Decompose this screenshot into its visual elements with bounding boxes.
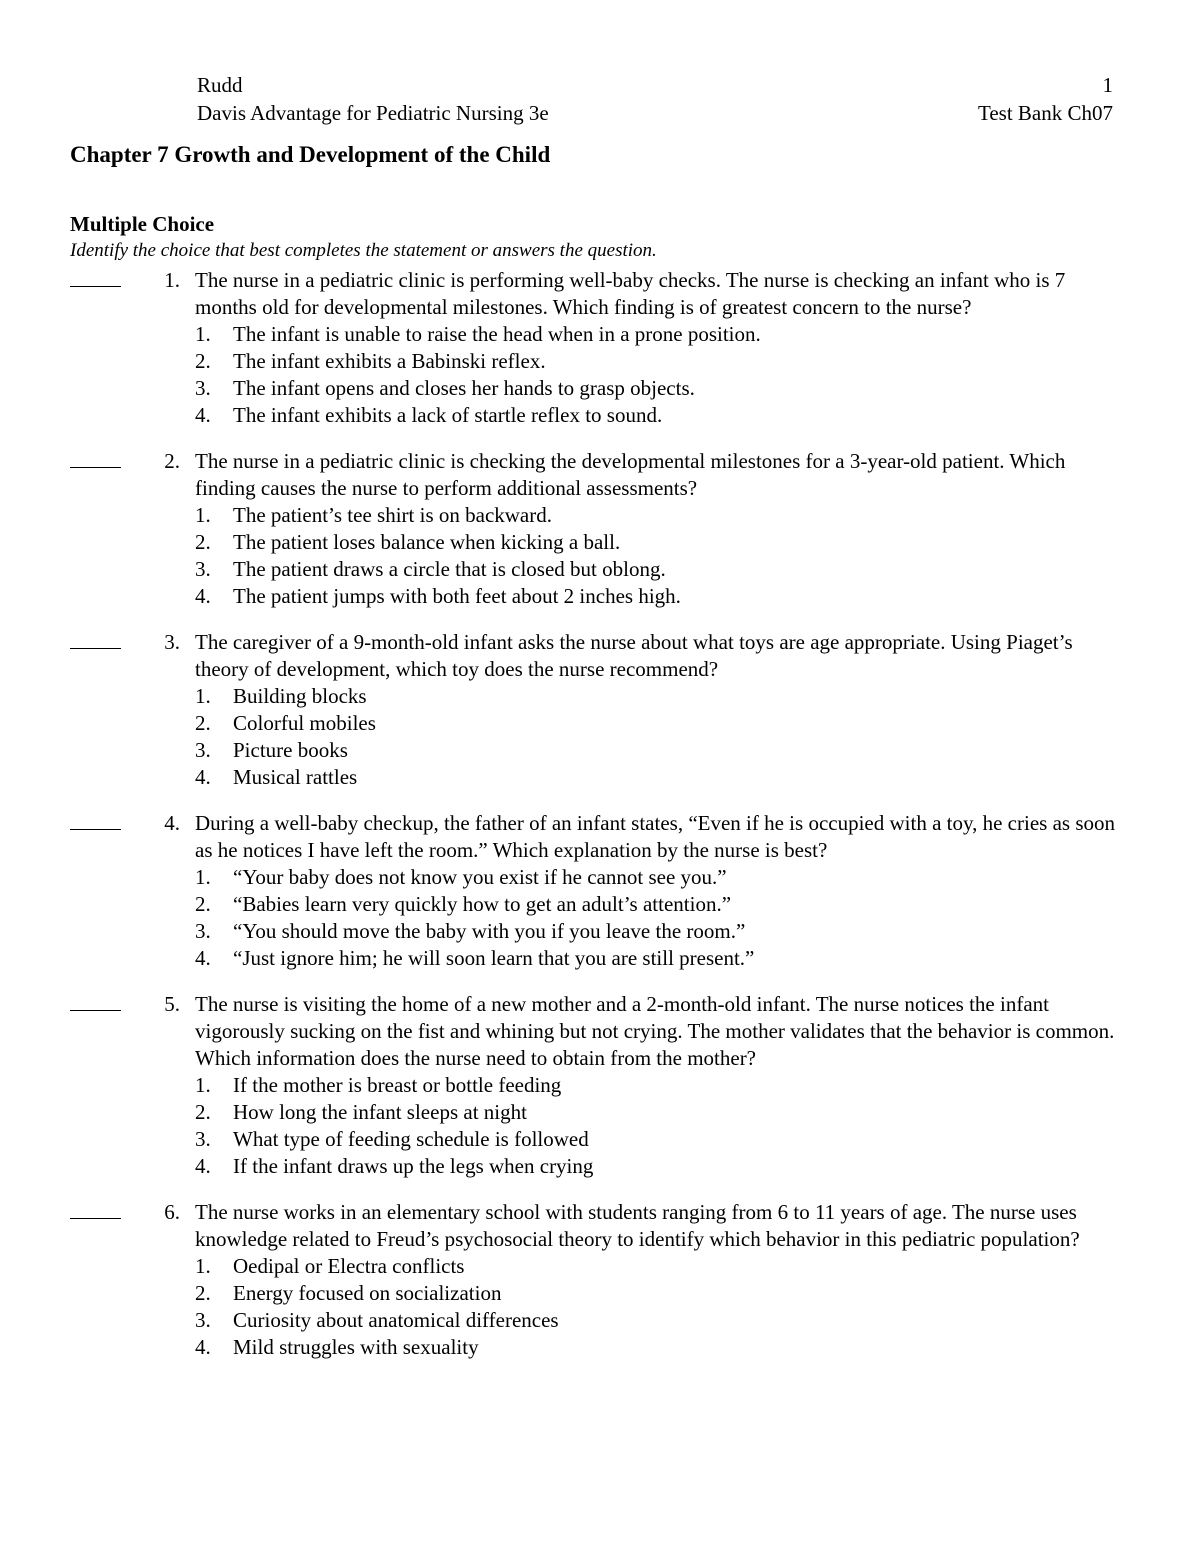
option-item bbox=[195, 1253, 1113, 1280]
answer-blank[interactable] bbox=[70, 467, 121, 468]
header-book-title: Davis Advantage for Pediatric Nursing 3e bbox=[197, 101, 549, 125]
option-item bbox=[195, 1334, 1113, 1361]
option-item bbox=[195, 556, 1113, 583]
option-text: Oedipal or Electra conflicts bbox=[233, 1254, 465, 1278]
question-stem: The caregiver of a 9-month-old infant asks the nurse about what toys are age appropriate. Using Piaget’s theory of development, which toy does the nurse recommend? bbox=[195, 630, 1073, 681]
question-stem: During a well-baby checkup, the father of an infant states, “Even if he is occupied with a toy, he cries as soon as he notices I have left the room.” Which explanation by the nurse is best? bbox=[195, 811, 1115, 862]
option-text: What type of feeding schedule is followed bbox=[233, 1127, 589, 1151]
option-text: Building blocks bbox=[233, 684, 367, 708]
option-list bbox=[0, 864, 1200, 972]
option-item bbox=[195, 583, 1113, 610]
option-item bbox=[195, 321, 1113, 348]
option-item bbox=[195, 683, 1113, 710]
option-list bbox=[0, 1253, 1200, 1361]
option-number: 1. bbox=[195, 322, 211, 346]
option-number: 4. bbox=[195, 946, 211, 970]
option-item bbox=[195, 1099, 1113, 1126]
header-author: Rudd bbox=[197, 73, 243, 97]
option-item bbox=[195, 891, 1113, 918]
option-item bbox=[195, 737, 1113, 764]
option-number: 4. bbox=[195, 1154, 211, 1178]
option-list bbox=[0, 1072, 1200, 1180]
option-number: 3. bbox=[195, 1127, 211, 1151]
option-item bbox=[195, 945, 1113, 972]
option-number: 1. bbox=[195, 865, 211, 889]
option-text: The patient draws a circle that is closed but oblong. bbox=[233, 557, 666, 581]
option-number: 3. bbox=[195, 919, 211, 943]
question-stem: The nurse is visiting the home of a new mother and a 2-month-old infant. The nurse notices the infant vigorously sucking on the fist and whining but not crying. The mother validates that the behavior is common. Which information does the nurse need to obtain from the mother? bbox=[195, 992, 1115, 1070]
option-number: 3. bbox=[195, 738, 211, 762]
running-header-line-2 bbox=[197, 100, 1113, 126]
option-number: 2. bbox=[195, 711, 211, 735]
section-title: Multiple Choice bbox=[70, 212, 215, 236]
running-header-line-1 bbox=[197, 72, 1113, 98]
option-number: 4. bbox=[195, 584, 211, 608]
option-item bbox=[195, 1153, 1113, 1180]
question-number: 1. bbox=[164, 268, 180, 292]
option-item bbox=[195, 764, 1113, 791]
option-text: “Just ignore him; he will soon learn that you are still present.” bbox=[233, 946, 755, 970]
option-text: Colorful mobiles bbox=[233, 711, 376, 735]
option-item bbox=[195, 502, 1113, 529]
option-text: If the mother is breast or bottle feeding bbox=[233, 1073, 562, 1097]
question-1 bbox=[0, 267, 1200, 429]
option-item bbox=[195, 348, 1113, 375]
option-text: Picture books bbox=[233, 738, 348, 762]
question-list bbox=[0, 267, 1200, 1380]
option-number: 2. bbox=[195, 1100, 211, 1124]
option-number: 1. bbox=[195, 684, 211, 708]
option-item bbox=[195, 864, 1113, 891]
option-text: The patient’s tee shirt is on backward. bbox=[233, 503, 552, 527]
option-number: 3. bbox=[195, 557, 211, 581]
option-text: How long the infant sleeps at night bbox=[233, 1100, 527, 1124]
option-number: 2. bbox=[195, 1281, 211, 1305]
option-item bbox=[195, 1307, 1113, 1334]
option-list bbox=[0, 502, 1200, 610]
option-text: Musical rattles bbox=[233, 765, 358, 789]
option-item bbox=[195, 402, 1113, 429]
question-stem: The nurse in a pediatric clinic is performing well-baby checks. The nurse is checking an infant who is 7 months old for developmental milestones. Which finding is of greatest concern to the nurse? bbox=[195, 268, 1066, 319]
option-text: Curiosity about anatomical differences bbox=[233, 1308, 559, 1332]
option-text: Energy focused on socialization bbox=[233, 1281, 502, 1305]
answer-blank[interactable] bbox=[70, 1218, 121, 1219]
option-item bbox=[195, 375, 1113, 402]
option-number: 1. bbox=[195, 1254, 211, 1278]
option-text: If the infant draws up the legs when crying bbox=[233, 1154, 594, 1178]
answer-blank[interactable] bbox=[70, 286, 121, 287]
option-text: Mild struggles with sexuality bbox=[233, 1335, 479, 1359]
section-instructions: Identify the choice that best completes the statement or answers the question. bbox=[70, 240, 657, 261]
question-3 bbox=[0, 629, 1200, 791]
question-5 bbox=[0, 991, 1200, 1180]
question-4 bbox=[0, 810, 1200, 972]
question-stem: The nurse in a pediatric clinic is checking the developmental milestones for a 3-year-old patient. Which finding causes the nurse to perform additional assessments? bbox=[195, 449, 1066, 500]
option-text: The infant exhibits a lack of startle reflex to sound. bbox=[233, 403, 663, 427]
header-test-bank: Test Bank Ch07 bbox=[977, 101, 1113, 125]
answer-blank[interactable] bbox=[70, 829, 121, 830]
header-page-number: 1 bbox=[1102, 73, 1113, 97]
question-number: 4. bbox=[164, 811, 180, 835]
option-text: The infant is unable to raise the head when in a prone position. bbox=[233, 322, 761, 346]
question-6 bbox=[0, 1199, 1200, 1361]
option-item bbox=[195, 1072, 1113, 1099]
option-item bbox=[195, 529, 1113, 556]
option-item bbox=[195, 1126, 1113, 1153]
option-text: “Babies learn very quickly how to get an adult’s attention.” bbox=[233, 892, 732, 916]
option-number: 2. bbox=[195, 530, 211, 554]
option-text: The patient jumps with both feet about 2 inches high. bbox=[233, 584, 681, 608]
option-text: “Your baby does not know you exist if he cannot see you.” bbox=[233, 865, 727, 889]
option-item bbox=[195, 710, 1113, 737]
option-number: 4. bbox=[195, 1335, 211, 1359]
question-number: 3. bbox=[164, 630, 180, 654]
answer-blank[interactable] bbox=[70, 648, 121, 649]
option-number: 4. bbox=[195, 403, 211, 427]
chapter-title: Chapter 7 Growth and Development of the Child bbox=[70, 142, 551, 167]
option-number: 1. bbox=[195, 503, 211, 527]
option-number: 2. bbox=[195, 349, 211, 373]
question-2 bbox=[0, 448, 1200, 610]
option-number: 2. bbox=[195, 892, 211, 916]
option-text: The infant opens and closes her hands to grasp objects. bbox=[233, 376, 695, 400]
option-number: 3. bbox=[195, 1308, 211, 1332]
question-number: 5. bbox=[164, 992, 180, 1016]
option-text: The infant exhibits a Babinski reflex. bbox=[233, 349, 546, 373]
option-number: 3. bbox=[195, 376, 211, 400]
question-number: 6. bbox=[164, 1200, 180, 1224]
option-item bbox=[195, 1280, 1113, 1307]
answer-blank[interactable] bbox=[70, 1010, 121, 1011]
option-list bbox=[0, 321, 1200, 429]
option-text: “You should move the baby with you if you leave the room.” bbox=[233, 919, 746, 943]
option-list bbox=[0, 683, 1200, 791]
option-text: The patient loses balance when kicking a ball. bbox=[233, 530, 621, 554]
question-number: 2. bbox=[164, 449, 180, 473]
option-number: 1. bbox=[195, 1073, 211, 1097]
question-stem: The nurse works in an elementary school with students ranging from 6 to 11 years of age. The nurse uses knowledge related to Freud’s psychosocial theory to identify which behavior in this pediatric population? bbox=[195, 1200, 1080, 1251]
option-number: 4. bbox=[195, 765, 211, 789]
option-item bbox=[195, 918, 1113, 945]
